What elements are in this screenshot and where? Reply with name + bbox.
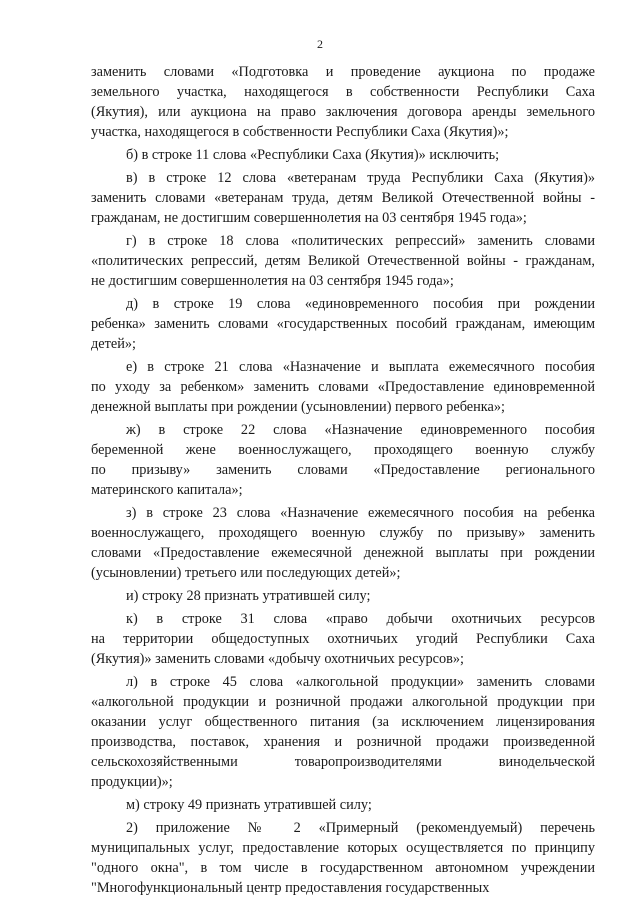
paragraph-line: по призыву» заменить словами «Предоставление регионального [91, 462, 595, 478]
paragraph-line: к) в строке 31 слова «право добычи охотничьих ресурсов [126, 611, 595, 627]
paragraph-line: земельного участка, находящегося в собственности Республики Саха [91, 84, 595, 100]
paragraph [91, 818, 595, 898]
paragraph-line: ж) в строке 22 слова «Назначение единовременного пособия [126, 422, 595, 438]
paragraph-line: участка, находящегося в собственности Республики Саха (Якутия)»; [91, 124, 509, 140]
paragraph [91, 586, 595, 606]
paragraph-line: 2) приложение № 2 «Примерный (рекомендуемый) перечень [126, 820, 595, 836]
paragraph-line: денежной выплаты при рождении (усыновлении) первого ребенка»; [91, 399, 505, 415]
paragraph-line: л) в строке 45 слова «алкогольной продукции» заменить словами [126, 674, 595, 690]
paragraph-line: военнослужащего, проходящего военную службу по призыву» заменить [91, 525, 595, 541]
paragraph-line: материнского капитала»; [91, 482, 243, 498]
paragraph [91, 420, 595, 500]
paragraph [91, 672, 595, 792]
paragraph-line: б) в строке 11 слова «Республики Саха (Якутия)» исключить; [126, 147, 500, 163]
paragraph-line: "Многофункциональный центр предоставления государственных [91, 880, 490, 896]
paragraph-line: м) строку 49 признать утратившей силу; [126, 797, 372, 813]
paragraph [91, 609, 595, 669]
paragraph-line: ребенка» заменить словами «государственных пособий гражданам, имеющим [91, 316, 595, 332]
paragraph [91, 145, 595, 165]
paragraph [91, 357, 595, 417]
paragraph-line: (Якутия), или аукциона на право заключения договора аренды земельного [91, 104, 595, 120]
paragraph [91, 168, 595, 228]
paragraph-line: заменить словами «ветеранам труда, детям Великой Отечественной войны - [91, 190, 595, 206]
paragraph-line: гражданам, не достигшим совершеннолетия на 03 сентября 1945 года»; [91, 210, 527, 226]
paragraph [91, 62, 595, 142]
paragraph-line: не достигшим совершеннолетия на 03 сентября 1945 года»; [91, 273, 454, 289]
paragraph-line: заменить словами «Подготовка и проведение аукциона по продаже [91, 64, 595, 80]
paragraph-line: «алкогольной продукции и розничной продажи алкогольной продукции при [91, 694, 595, 710]
paragraph-line: производства, поставок, хранения и розничной продажи произведенной [91, 734, 595, 750]
paragraph-line: г) в строке 18 слова «политических репрессий» заменить словами [126, 233, 595, 249]
paragraph-line: в) в строке 12 слова «ветеранам труда Республики Саха (Якутия)» [126, 170, 595, 186]
paragraph-line: детей»; [91, 336, 136, 352]
paragraph-line: «политических репрессий, детям Великой Отечественной войны - гражданам, [91, 253, 595, 269]
paragraph-line: оказании услуг общественного питания (за исключением лицензирования [91, 714, 595, 730]
paragraph-line: "одного окна", в том числе в государственном автономном учреждении [91, 860, 595, 876]
paragraph-line: сельскохозяйственными товаропроизводителями винодельческой [91, 754, 595, 770]
paragraph-line: продукции)»; [91, 774, 173, 790]
paragraph-line: з) в строке 23 слова «Назначение ежемесячного пособия на ребенка [126, 505, 595, 521]
paragraph [91, 231, 595, 291]
document-body [91, 62, 595, 898]
paragraph [91, 795, 595, 815]
paragraph [91, 503, 595, 583]
paragraph-line: по уходу за ребенком» заменить словами «Предоставление единовременной [91, 379, 595, 395]
paragraph-line: д) в строке 19 слова «единовременного пособия при рождении [126, 296, 595, 312]
paragraph-line: и) строку 28 признать утратившей силу; [126, 588, 371, 604]
paragraph-line: муниципальных услуг, предоставление которых осуществляется по принципу [91, 840, 595, 856]
paragraph-line: беременной жене военнослужащего, проходящего военную службу [91, 442, 595, 458]
paragraph-line: (усыновлении) третьего или последующих детей»; [91, 565, 401, 581]
paragraph-line: на территории общедоступных охотничьих угодий Республики Саха [91, 631, 595, 647]
page-number: 2 [317, 37, 323, 51]
paragraph-line: (Якутия)» заменить словами «добычу охотничьих ресурсов»; [91, 651, 465, 667]
paragraph-line: е) в строке 21 слова «Назначение и выплата ежемесячного пособия [126, 359, 595, 375]
paragraph-line: словами «Предоставление ежемесячной денежной выплаты при рождении [91, 545, 595, 561]
paragraph [91, 294, 595, 354]
